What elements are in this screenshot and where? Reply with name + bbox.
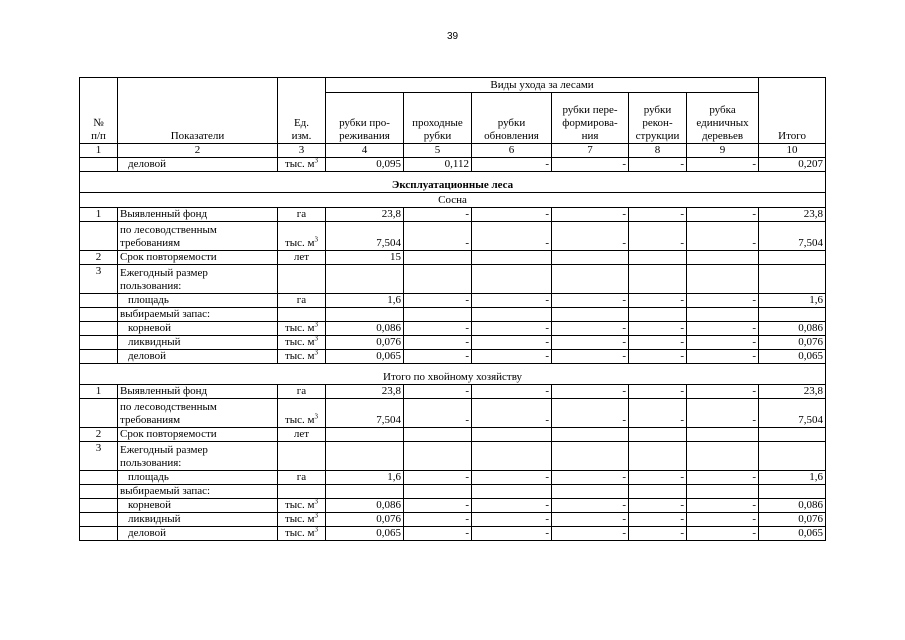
header-total: Итого — [759, 78, 826, 144]
section-title: Итого по хвойному хозяйству — [80, 364, 826, 385]
table-row — [80, 336, 826, 350]
row-number: 2 — [80, 428, 118, 442]
row-label: Ежегодный размер пользования: — [118, 442, 278, 471]
column-numbers-row — [80, 144, 826, 158]
cell-value: - — [687, 158, 759, 172]
table-row — [80, 208, 826, 222]
table-row — [80, 350, 826, 364]
row-label: деловой — [118, 350, 278, 364]
row-unit: га — [278, 471, 326, 485]
cell-value: - — [404, 471, 472, 485]
row-unit: га — [278, 208, 326, 222]
cell-value: - — [472, 399, 552, 428]
cell-value: 1,6 — [326, 471, 404, 485]
table-row — [80, 265, 826, 294]
cell-value: 0,076 — [326, 513, 404, 527]
cell-value: 0,086 — [759, 322, 826, 336]
cell-value: - — [472, 513, 552, 527]
col-number: 6 — [472, 144, 552, 158]
cell-value: - — [629, 527, 687, 541]
cell-value: - — [472, 499, 552, 513]
subsection-title: Сосна — [80, 193, 826, 208]
row-label: корневой — [118, 322, 278, 336]
cell-value: - — [552, 471, 629, 485]
row-unit: тыс. $м^3$ — [278, 499, 326, 513]
cell-value: 15 — [326, 251, 404, 265]
cell-value: - — [687, 527, 759, 541]
cell-value: - — [404, 499, 472, 513]
row-label: Ежегодный размер пользования: — [118, 265, 278, 294]
header-col-passage: проходные рубки — [404, 93, 472, 144]
cell-value: 0,065 — [759, 527, 826, 541]
cell-value: 0,112 — [404, 158, 472, 172]
table-row — [80, 158, 826, 172]
cell-value: 0,065 — [759, 350, 826, 364]
row-unit: тыс. $м^3$ — [278, 350, 326, 364]
table-row — [80, 222, 826, 251]
cell-value: 23,8 — [326, 385, 404, 399]
table-row — [80, 471, 826, 485]
cell-value: - — [552, 294, 629, 308]
row-label: ликвидный — [118, 513, 278, 527]
row-label: по лесоводственным требованиям — [118, 222, 278, 251]
table-row — [80, 485, 826, 499]
cell-value: - — [629, 513, 687, 527]
col-number: 3 — [278, 144, 326, 158]
cell-value: - — [472, 158, 552, 172]
row-unit: га — [278, 294, 326, 308]
cell-value: 0,086 — [326, 499, 404, 513]
header-col-recon: рубки рекон- струкции — [629, 93, 687, 144]
cell-value: - — [472, 471, 552, 485]
cell-value: 7,504 — [326, 222, 404, 251]
row-unit: тыс. $м^3$ — [278, 222, 326, 251]
row-unit: га — [278, 385, 326, 399]
header-indicators: Показатели — [118, 78, 278, 144]
row-label: выбираемый запас: — [118, 485, 278, 499]
cell-value: - — [404, 208, 472, 222]
cell-value: - — [687, 336, 759, 350]
cell-value: - — [629, 322, 687, 336]
header-col-renewal: рубки обновления — [472, 93, 552, 144]
row-unit: тыс. $м^3$ — [278, 527, 326, 541]
cell-value: - — [687, 294, 759, 308]
cell-value: - — [404, 222, 472, 251]
cell-value: - — [404, 350, 472, 364]
cell-value: - — [552, 513, 629, 527]
cell-value: - — [472, 385, 552, 399]
cell-value: - — [687, 222, 759, 251]
cell-value: 0,086 — [759, 499, 826, 513]
cell-value: - — [472, 208, 552, 222]
cell-value: - — [629, 222, 687, 251]
section-title-row — [80, 172, 826, 193]
cell-value: - — [687, 499, 759, 513]
cell-value: - — [552, 350, 629, 364]
cell-value: - — [552, 399, 629, 428]
row-unit: лет — [278, 251, 326, 265]
forest-care-table — [79, 77, 826, 541]
cell-value: - — [552, 222, 629, 251]
cell-value: - — [552, 336, 629, 350]
cell-value: - — [404, 294, 472, 308]
cell-value: - — [629, 158, 687, 172]
cell-value: 7,504 — [759, 222, 826, 251]
col-number: 4 — [326, 144, 404, 158]
table-row — [80, 385, 826, 399]
cell-value: - — [687, 513, 759, 527]
cell-value: - — [472, 222, 552, 251]
col-number: 1 — [80, 144, 118, 158]
row-number: 3 — [80, 442, 118, 471]
row-label: корневой — [118, 499, 278, 513]
cell-value: - — [472, 322, 552, 336]
table-row — [80, 294, 826, 308]
cell-value: 0,207 — [759, 158, 826, 172]
row-unit: тыс. $м^3$ — [278, 336, 326, 350]
row-label: Срок повторяемости — [118, 428, 278, 442]
row-unit: тыс. $м^3$ — [278, 322, 326, 336]
cell-value: 0,076 — [326, 336, 404, 350]
row-label: площадь — [118, 294, 278, 308]
row-number: 2 — [80, 251, 118, 265]
cell-value: - — [629, 294, 687, 308]
row-label: Выявленный фонд — [118, 208, 278, 222]
row-label: деловой — [118, 527, 278, 541]
row-label: деловой — [118, 158, 278, 172]
cell-value: - — [687, 471, 759, 485]
cell-value: 0,076 — [759, 513, 826, 527]
cell-value: - — [687, 385, 759, 399]
cell-value: - — [552, 385, 629, 399]
cell-value: - — [687, 322, 759, 336]
row-label: выбираемый запас: — [118, 308, 278, 322]
cell-value: - — [404, 527, 472, 541]
cell-value: 0,065 — [326, 527, 404, 541]
col-number: 5 — [404, 144, 472, 158]
cell-value: - — [404, 336, 472, 350]
cell-value: - — [629, 385, 687, 399]
row-unit: тыс. $м^3$ — [278, 399, 326, 428]
section-title-row — [80, 364, 826, 385]
row-number: 1 — [80, 208, 118, 222]
table-row — [80, 513, 826, 527]
cell-value: 1,6 — [759, 471, 826, 485]
table-row — [80, 399, 826, 428]
cell-value: 0,076 — [759, 336, 826, 350]
cell-value: - — [687, 399, 759, 428]
row-label: Срок повторяемости — [118, 251, 278, 265]
cell-value: - — [629, 471, 687, 485]
table-row — [80, 499, 826, 513]
cell-value: - — [404, 513, 472, 527]
row-number: 1 — [80, 385, 118, 399]
cell-value: - — [472, 336, 552, 350]
col-number: 8 — [629, 144, 687, 158]
cell-value: 7,504 — [759, 399, 826, 428]
cell-value: 0,065 — [326, 350, 404, 364]
cell-value: 7,504 — [326, 399, 404, 428]
row-unit: лет — [278, 428, 326, 442]
cell-value: - — [472, 294, 552, 308]
cell-value: - — [404, 322, 472, 336]
cell-value: - — [552, 499, 629, 513]
col-number: 9 — [687, 144, 759, 158]
cell-value: - — [552, 158, 629, 172]
col-number: 2 — [118, 144, 278, 158]
cell-value: - — [552, 208, 629, 222]
header-col-single: рубка единичных деревьев — [687, 93, 759, 144]
cell-value: - — [552, 322, 629, 336]
cell-value: - — [629, 336, 687, 350]
cell-value: - — [629, 399, 687, 428]
cell-value: 23,8 — [326, 208, 404, 222]
col-number: 10 — [759, 144, 826, 158]
row-label: площадь — [118, 471, 278, 485]
header-unit: Ед. изм. — [278, 78, 326, 144]
cell-value: 23,8 — [759, 208, 826, 222]
cell-value: - — [687, 350, 759, 364]
cell-value: - — [687, 208, 759, 222]
cell-value: 0,086 — [326, 322, 404, 336]
header-col-reform: рубки пере- формирова- ния — [552, 93, 629, 144]
table-row — [80, 442, 826, 471]
table-row — [80, 308, 826, 322]
table-row — [80, 527, 826, 541]
page-number: 39 — [446, 31, 459, 42]
row-label: Выявленный фонд — [118, 385, 278, 399]
cell-value: - — [629, 499, 687, 513]
cell-value: 23,8 — [759, 385, 826, 399]
row-unit: тыс. $м^3$ — [278, 513, 326, 527]
cell-value: - — [552, 527, 629, 541]
header-row-top — [80, 78, 826, 93]
subsection-title-row — [80, 193, 826, 208]
row-label: ликвидный — [118, 336, 278, 350]
section-title: Эксплуатационные леса — [80, 172, 826, 193]
cell-value: 1,6 — [326, 294, 404, 308]
cell-value: 0,095 — [326, 158, 404, 172]
table-row — [80, 322, 826, 336]
row-unit: тыс. $м^3$ — [278, 158, 326, 172]
cell-value: - — [629, 208, 687, 222]
row-label: по лесоводственным требованиям — [118, 399, 278, 428]
table-row — [80, 428, 826, 442]
header-num: № п/п — [80, 78, 118, 144]
cell-value: - — [629, 350, 687, 364]
cell-value: - — [404, 385, 472, 399]
header-care-types: Виды ухода за лесами — [326, 78, 759, 93]
cell-value: - — [472, 527, 552, 541]
row-number: 3 — [80, 265, 118, 294]
table-row — [80, 251, 826, 265]
cell-value: 1,6 — [759, 294, 826, 308]
header-col-thinning: рубки про- реживания — [326, 93, 404, 144]
cell-value: - — [472, 350, 552, 364]
col-number: 7 — [552, 144, 629, 158]
cell-value: - — [404, 399, 472, 428]
